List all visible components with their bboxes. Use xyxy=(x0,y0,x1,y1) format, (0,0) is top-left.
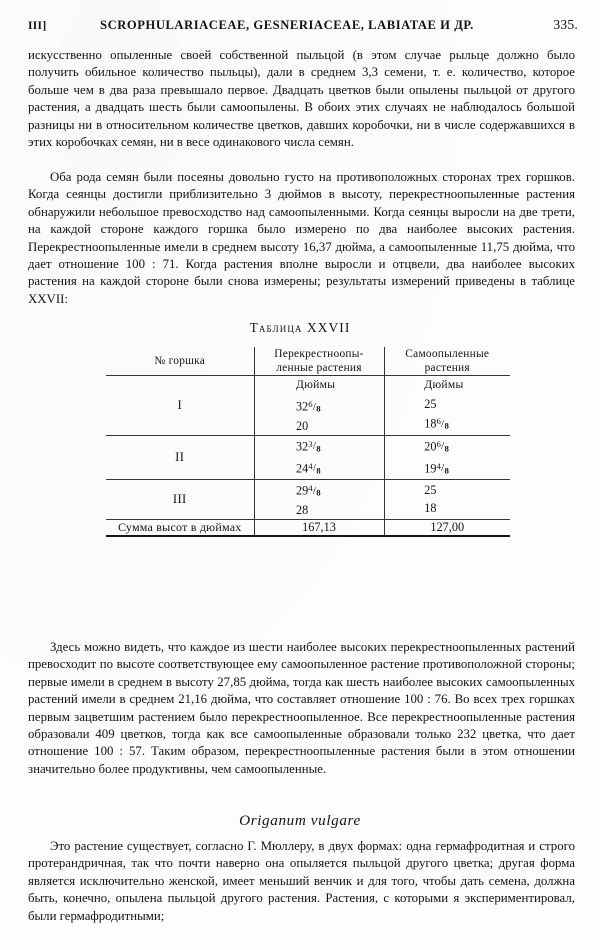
crossed-values xyxy=(254,376,384,436)
table-header-row xyxy=(106,347,510,376)
crossed-values xyxy=(254,435,384,479)
page-number: 335. xyxy=(553,17,578,32)
selfed-values xyxy=(384,480,510,520)
measurement-value: $32^3/8$ xyxy=(296,438,321,454)
paragraph-continuation xyxy=(28,47,575,151)
measurement-value: $32^6/8$ xyxy=(296,399,321,414)
crossed-values xyxy=(254,480,384,520)
header-line-2: растения xyxy=(424,362,470,374)
measurement-value: 28 xyxy=(296,502,309,517)
selfed-values xyxy=(384,376,510,436)
paragraph-text: Здесь можно видеть, что каждое из шести наиболее высоких перекрестноопыленных растений превосходит по высоте соответствующее ему самоопыленное растение противоположной стороны; первые имели в среднем в высоту 27,85 дюйма, тогда как шесть наиболее высоких самоопыленных растений имели в среднем 21,16 дюйма, что составляет отношение 100 : 76. Во всех трех горшках первым зацветшим растением было перекрестноопыленное. Все перекрестноопыленные растения образовали 409 цветков, тогда как все самоопыленные образовали только 232 цветка, что дает отношение 100 : 57. Таким образом, перекрестноопыленные растения были в этом отношении значительно более продуктивны, чем самоопыленные. xyxy=(28,640,575,776)
table-row xyxy=(106,480,510,520)
pot-number: I xyxy=(106,376,254,436)
species-heading: Origanum vulgare xyxy=(239,812,361,829)
table-header-selfed xyxy=(384,347,510,376)
measurement-value: $18^6/8$ xyxy=(424,416,449,431)
measurement-value: 25 xyxy=(424,483,437,498)
summary-selfed-total: 127,00 xyxy=(384,519,510,536)
paragraph-text: искусственно опыленные своей собственной пыльцой (в этом случае рыльце должно было получить обильное количество пыльцы), дали в среднем 3,3 семени, т. е. количество, которое больше чем в два раза превышало первое. Двадцать цветков были опылены пыльцой от другого растения, а двадцать шесть были самоопылены. В обоих этих случаях не наблюдалось большой разницы ни в относительном количестве цветков, давших коробочки, ни в числе содержавшихся в этих коробочках семян, ни в весе одинакового числа семян. xyxy=(28,48,575,150)
measurement-value: 20 xyxy=(296,418,309,433)
paragraph-text: Это растение существует, согласно Г. Мюллеру, в двух формах: одна гермафродитная и строго протерандричная, так что почти наверно она опыляется пыльцой другого цветка; другая форма является исключительно женской, имеет меньший венчик и для того, чтобы дать семена, должна быть, конечно, опылена пыльцой другого растения. Растения, с которыми я экспериментировал, были гермафродитными; xyxy=(28,839,575,923)
chapter-marker: III] xyxy=(28,20,47,32)
measurement-value: $19^4/8$ xyxy=(424,460,449,475)
header-line-1: Перекрестноопы- xyxy=(274,348,364,360)
rule-cell xyxy=(384,536,510,537)
table-bottom-rule xyxy=(106,536,510,537)
measurement-value: 18 xyxy=(424,500,437,515)
measurements-table xyxy=(106,347,510,537)
paragraph-text: Оба рода семян были посеяны довольно густо на противоположных сторонах трех горшков. Когда сеянцы достигли приблизительно 3 дюймов в высоту, перекрестноопыленные растения обнаружили небольшое превосходство над самоопыленными. Когда сеянцы выросли на две трети, на каждой стороне каждого горшка было измерено по два наиболее высоких растения. Перекрестноопыленные имели в среднем высоту 16,37 дюйма, а самоопыленные 11,75 дюйма, что дает отношение 100 : 71. Когда растения вполне выросли и отцвели, два наиболее высоких растения на каждой стороне были снова измерены; результаты измерений приведены в таблице XXVII: xyxy=(28,170,575,306)
header-line-2: ленные растения xyxy=(276,362,362,374)
header-line-1: Самоопыленные xyxy=(405,348,490,360)
paragraph-sowing xyxy=(28,169,575,308)
measurement-value: $29^4/8$ xyxy=(296,483,321,498)
paragraph-origanum xyxy=(28,838,575,925)
running-head-title: SCROPHULARIACEAE, GESNERIACEAE, LABIATAE И ДР. xyxy=(100,18,474,32)
table-caption: Таблица XXVII xyxy=(249,320,351,335)
table-summary-row xyxy=(106,519,510,536)
summary-crossed-total: 167,13 xyxy=(254,519,384,536)
table-row xyxy=(106,435,510,479)
table-header-pot: № горшка xyxy=(154,355,206,367)
unit-label: Дюймы xyxy=(424,378,464,391)
table-header-crossed xyxy=(254,347,384,376)
measurement-value: $24^4/8$ xyxy=(296,460,321,475)
measurements-table-wrapper xyxy=(106,347,510,537)
pot-number: II xyxy=(106,435,254,479)
table-row xyxy=(106,376,510,436)
summary-label: Сумма высот в дюймах xyxy=(106,519,254,536)
selfed-values xyxy=(384,435,510,479)
paragraph-discussion xyxy=(28,639,575,778)
measurement-value: $20^6/8$ xyxy=(424,438,449,454)
rule-cell xyxy=(106,536,254,537)
measurement-value: 25 xyxy=(424,397,437,412)
rule-cell xyxy=(254,536,384,537)
unit-label: Дюймы xyxy=(296,378,336,391)
running-head xyxy=(28,17,578,37)
pot-number: III xyxy=(106,480,254,520)
